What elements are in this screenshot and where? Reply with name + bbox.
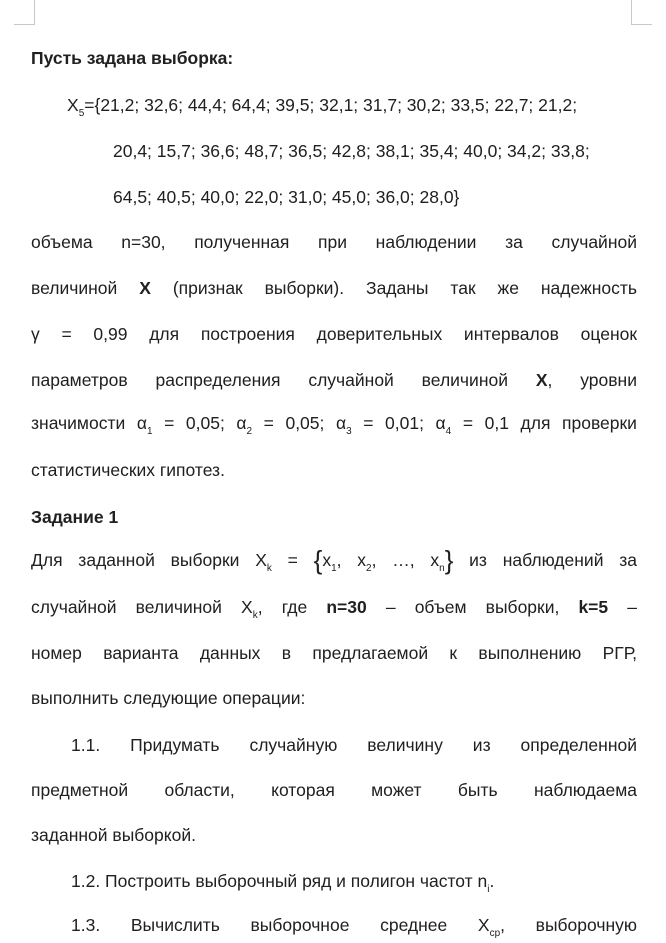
page-corner-mark-right <box>631 0 652 25</box>
para1-line-4: параметров распределения случайной величиной X, уровни <box>31 370 637 390</box>
task-line-3: номер варианта данных в предлагаемой к выполнению РГР, <box>31 643 637 663</box>
task-line-4: выполнить следующие операции: <box>31 688 306 708</box>
item-1-1-line-3: заданной выборкой. <box>31 825 196 845</box>
item-1-1-line-2: предметной области, которая может быть наблюдаема <box>31 780 637 800</box>
heading: Пусть задана выборка: <box>31 48 234 68</box>
page-corner-mark-left <box>14 0 35 25</box>
sample-var: X <box>67 95 79 115</box>
para1-line-1: объема n=30, полученная при наблюдении за случайной <box>31 232 637 252</box>
sample-line-1 <box>67 94 637 119</box>
sample-line-3: 64,5; 40,5; 40,0; 22,0; 31,0; 45,0; 36,0; 28,0} <box>113 187 460 207</box>
task-title: Задание 1 <box>31 507 119 527</box>
para1-line-5: значимости $\alpha_1 = 0,05$; $\alpha_2 = 0,05$; $\alpha_3 = 0,01$; $\alpha_4 = 0,1$ для проверки <box>31 413 637 437</box>
task-line-1: Для заданной выборки $X_k = \{x_1$, $x_2$, …, $x_n$} из наблюдений за <box>31 545 637 575</box>
para1-line-3: γ = 0,99 для построения доверительных интервалов оценок <box>31 324 637 344</box>
variable-x: X <box>139 278 151 298</box>
task-line-2: случайной величиной $X_k$, где n=30 – объем выборки, k=5 – <box>31 597 637 621</box>
variable-x: X <box>535 370 548 390</box>
sample-var-sub: 5 <box>78 108 85 119</box>
sample-size: n=30 <box>326 597 367 617</box>
para1-line-2: величиной X (признак выборки). Заданы так же надежность <box>31 278 637 298</box>
item-1-1-line-1: 1.1. Придумать случайную величину из определенной <box>71 735 637 755</box>
item-1-2: 1.2. Построить выборочный ряд и полигон частот $n_i$. <box>71 871 495 895</box>
variant-number: k=5 <box>578 597 609 617</box>
sample-values-1: ={21,2; 32,6; 44,4; 64,4; 39,5; 32,1; 31,7; 30,2; 33,5; 22,7; 21,2; <box>84 95 578 115</box>
sample-line-2: 20,4; 15,7; 36,6; 48,7; 36,5; 42,8; 38,1; 35,4; 40,0; 34,2; 33,8; <box>113 141 590 161</box>
para1-line-6: статистических гипотез. <box>31 460 225 480</box>
item-1-3: 1.3. Вычислить выборочное среднее $X_{ср}$, выборочную <box>71 915 638 939</box>
